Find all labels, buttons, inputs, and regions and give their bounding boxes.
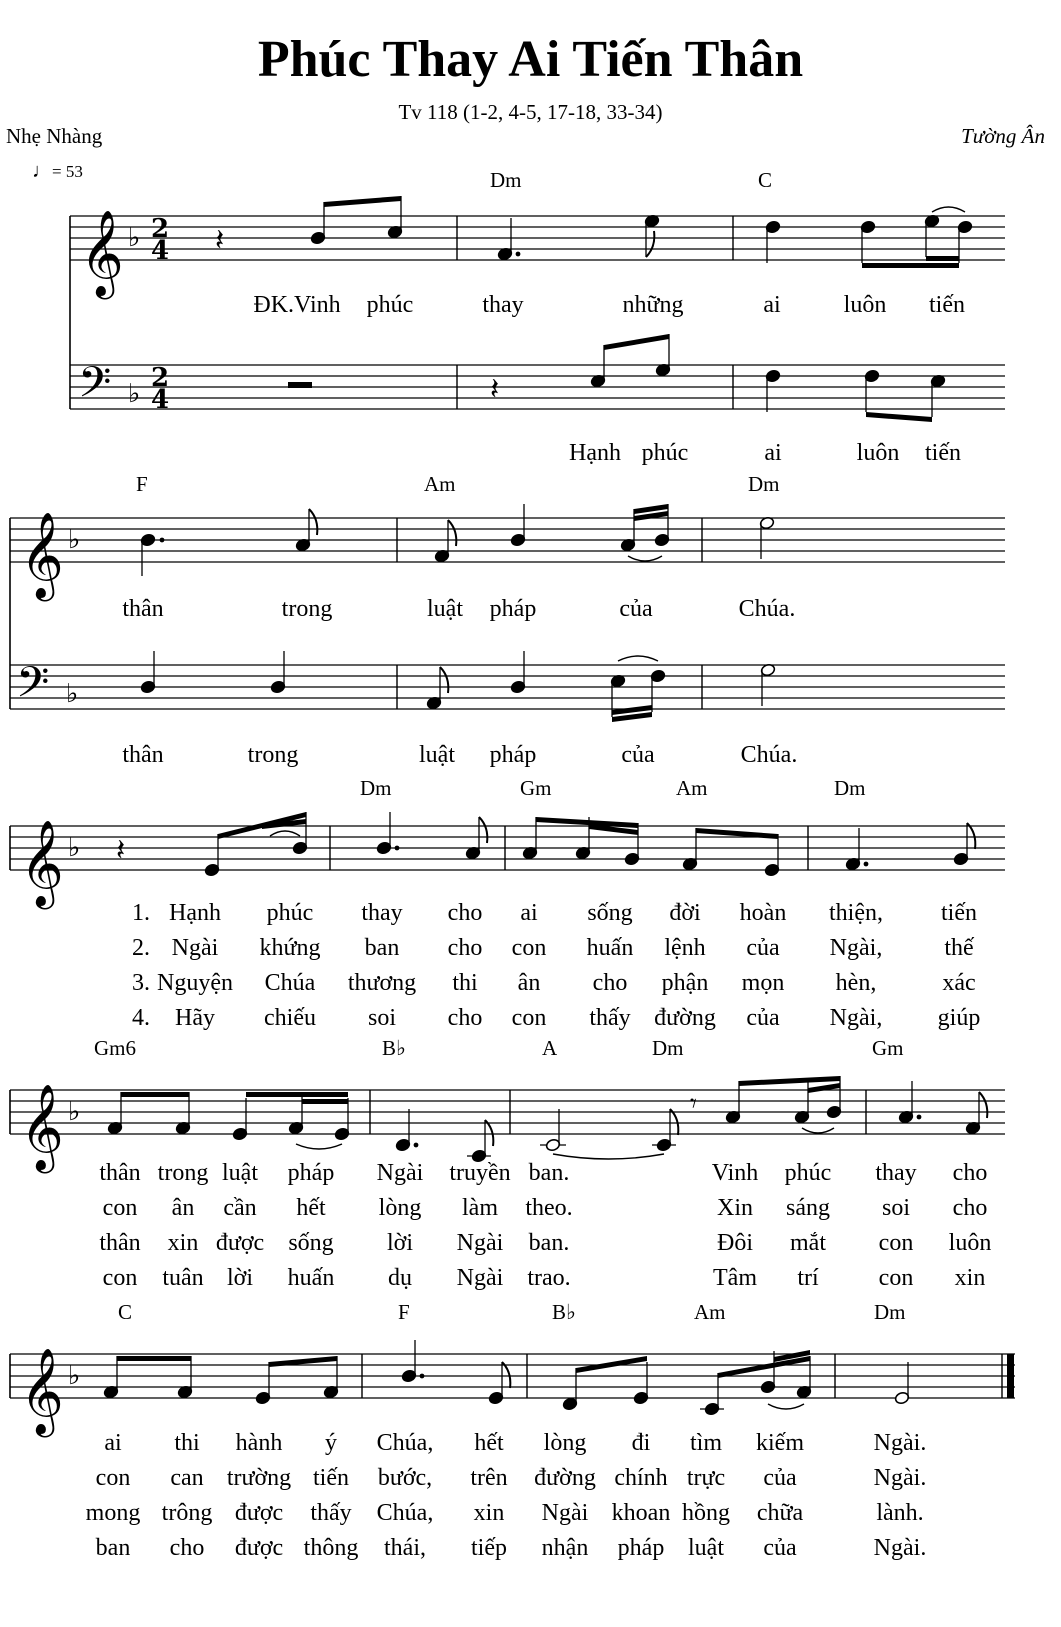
- chord: F: [136, 472, 148, 496]
- lyric-syllable: Ngài.: [873, 1535, 927, 1561]
- lyric-syllable: thái,: [384, 1535, 426, 1561]
- lyric-syllable: Tâm: [713, 1265, 757, 1291]
- lyric-syllable: Ngài: [376, 1160, 424, 1186]
- lyric-syllable: tìm: [689, 1430, 723, 1456]
- quarter-rest-icon: 𝄽: [116, 833, 126, 868]
- lyric-syllable: con: [102, 1265, 138, 1291]
- dot: [420, 1374, 425, 1379]
- bass-clef-icon: 𝄢: [78, 358, 112, 418]
- lyric-syllable: Chúa.: [740, 742, 798, 768]
- lyric-syllable: Vinh: [711, 1160, 759, 1186]
- lyric-syllable: ban: [95, 1535, 131, 1561]
- chord: Dm: [834, 776, 866, 800]
- lyric-syllable: xin: [954, 1265, 986, 1291]
- lyric-syllable: soi: [367, 1005, 397, 1031]
- lyric-syllable: con: [878, 1230, 914, 1256]
- lyric-syllable: được: [215, 1230, 265, 1256]
- lyric-syllable: mọn: [741, 970, 785, 996]
- lyric-syllable: cho: [169, 1535, 205, 1561]
- lyric-syllable: Đôi: [717, 1230, 753, 1256]
- lyric-syllable: thế: [944, 935, 974, 961]
- lyric-syllable: của: [746, 1005, 780, 1031]
- lyric-syllable: thông: [303, 1535, 359, 1561]
- lyric-syllable: lòng: [543, 1430, 587, 1456]
- chord: B♭: [552, 1300, 576, 1324]
- treble-clef-icon: 𝄞: [20, 1084, 64, 1170]
- tempo-text: Nhẹ Nhàng: [6, 124, 103, 148]
- lyric-syllable: giúp: [937, 1005, 981, 1031]
- lyric-syllable: đường: [534, 1465, 596, 1491]
- composer: Tường Ân: [961, 124, 1045, 148]
- lyric-syllable: hết: [474, 1430, 504, 1456]
- lyric-syllable: phúc: [784, 1160, 832, 1186]
- lyric-syllable: luật: [427, 596, 463, 622]
- tie: [628, 556, 662, 561]
- lyric-syllable: Ngài.: [873, 1465, 927, 1491]
- lyric-syllable: cho: [952, 1195, 988, 1221]
- beam: [739, 1076, 840, 1086]
- lyric-syllable: đường: [654, 1005, 716, 1031]
- chord: Dm: [490, 168, 522, 192]
- lyric-syllable: đi: [631, 1430, 651, 1456]
- tempo-value: = 53: [52, 162, 83, 181]
- flag: [670, 1109, 678, 1135]
- lyric-syllable: thân: [122, 742, 164, 768]
- quarter-rest-icon: 𝄽: [215, 223, 225, 258]
- lyric-syllable: truyền: [449, 1160, 511, 1186]
- lyric-syllable: ai: [104, 1430, 122, 1456]
- lyric-syllable: 4.: [132, 1005, 150, 1031]
- lyric-syllable: ân: [517, 970, 541, 996]
- eighth-rest-icon: 𝄾: [690, 1089, 697, 1119]
- lyric-syllable: trong: [157, 1160, 209, 1186]
- lyric-syllable: hèn,: [835, 970, 877, 996]
- lyric-syllable: con: [511, 1005, 547, 1031]
- lyric-syllable: con: [878, 1265, 914, 1291]
- lyric-syllable: chính: [614, 1465, 668, 1491]
- lyric-syllable: được: [234, 1535, 284, 1561]
- half-rest-icon: [288, 382, 312, 388]
- quarter-note-icon: ♩: [32, 160, 52, 182]
- lyric-syllable: lời: [226, 1265, 254, 1291]
- time-signature-bottom: 4: [150, 236, 170, 266]
- dot: [395, 846, 400, 851]
- beam: [324, 196, 401, 207]
- treble-clef-icon: 𝄞: [20, 512, 64, 598]
- dot: [864, 862, 869, 867]
- tie: [932, 207, 965, 212]
- lyric-syllable: ban: [364, 935, 400, 961]
- tie: [618, 656, 658, 661]
- flat-key-icon: ♭: [66, 679, 79, 709]
- dot: [160, 538, 165, 543]
- lyric-syllable: những: [622, 292, 684, 318]
- lyric-syllable: lệnh: [664, 935, 706, 961]
- lyric-syllable: tuân: [162, 1265, 204, 1291]
- lyric-syllable: 2.: [132, 935, 150, 961]
- lyric-syllable: Hạnh: [169, 900, 221, 926]
- chord: Dm: [874, 1300, 906, 1324]
- lyric-syllable: Ngài: [456, 1230, 504, 1256]
- lyric-syllable: phúc: [641, 440, 689, 466]
- flat-key-icon: ♭: [68, 1097, 81, 1127]
- flat-key-icon: ♭: [128, 379, 141, 409]
- lyric-syllable: Chúa: [264, 970, 316, 996]
- flag: [646, 231, 654, 257]
- beam: [718, 1356, 810, 1378]
- flat-key-icon: ♭: [68, 525, 81, 555]
- tie: [296, 1144, 342, 1149]
- chord: C: [118, 1300, 133, 1324]
- chord: B♭: [382, 1036, 406, 1060]
- beam: [121, 1092, 189, 1097]
- lyric-syllable: cho: [592, 970, 628, 996]
- lyric-syllable: trí: [797, 1265, 819, 1291]
- quarter-rest-icon: 𝄽: [490, 372, 500, 407]
- lyric-syllable: làm: [462, 1195, 498, 1221]
- flag: [502, 1362, 510, 1388]
- lyric-syllable: tiến: [313, 1465, 349, 1491]
- lyric-syllable: xin: [473, 1500, 505, 1526]
- lyric-syllable: thay: [875, 1160, 917, 1186]
- lyric-syllable: lời: [386, 1230, 414, 1256]
- lyric-syllable: sống: [288, 1230, 334, 1256]
- dot: [414, 1143, 419, 1148]
- tie: [553, 1154, 664, 1159]
- flag: [309, 509, 317, 535]
- lyric-syllable: thi: [174, 1430, 200, 1456]
- lyric-syllable: huấn: [586, 935, 634, 961]
- lyric-syllable: cho: [447, 900, 483, 926]
- flat-key-icon: ♭: [68, 833, 81, 863]
- lyric-syllable: thiện,: [829, 900, 883, 926]
- lyric-syllable: thấy: [310, 1500, 352, 1526]
- lyric-syllable: nhận: [541, 1535, 589, 1561]
- time-signature-top: 2: [150, 214, 170, 244]
- lyric-syllable: con: [511, 935, 547, 961]
- chord: Gm6: [94, 1036, 136, 1060]
- beam: [117, 1356, 191, 1361]
- lyric-syllable: Chúa,: [376, 1500, 434, 1526]
- lyric-syllable: xác: [942, 970, 976, 996]
- chord: C: [758, 168, 773, 192]
- lyric-syllable: của: [763, 1535, 797, 1561]
- lyric-syllable: mắt: [790, 1230, 826, 1256]
- treble-clef-icon: 𝄞: [20, 820, 64, 906]
- lyric-syllable: trong: [281, 596, 333, 622]
- lyric-syllable: cho: [952, 1160, 988, 1186]
- final-barline: [1007, 1354, 1014, 1398]
- lyric-syllable: mong: [85, 1500, 141, 1526]
- lyric-syllable: sống: [587, 900, 633, 926]
- lyric-syllable: thi: [452, 970, 478, 996]
- lyric-syllable: trong: [247, 742, 299, 768]
- lyric-syllable: pháp: [489, 742, 537, 768]
- lyric-syllable: Ngài.: [873, 1430, 927, 1456]
- lyric-syllable: Chúa.: [738, 596, 796, 622]
- lyric-syllable: luật: [419, 742, 455, 768]
- lyric-syllable: ân: [171, 1195, 195, 1221]
- tie: [802, 1128, 834, 1133]
- lyric-syllable: hoàn: [739, 900, 787, 926]
- chord: A: [542, 1036, 558, 1060]
- chord: Am: [676, 776, 708, 800]
- lyric-syllable: tiến: [941, 900, 977, 926]
- lyric-syllable: ĐK.Vinh: [253, 292, 341, 318]
- lyric-syllable: thay: [482, 292, 524, 318]
- treble-clef-icon: 𝄞: [80, 210, 124, 296]
- lyric-syllable: ý: [325, 1430, 337, 1456]
- lyric-syllable: chữa: [756, 1500, 804, 1526]
- lyric-syllable: của: [746, 935, 780, 961]
- beam: [866, 412, 932, 422]
- lyric-syllable: cho: [447, 935, 483, 961]
- lyric-syllable: huấn: [287, 1265, 335, 1291]
- dot: [917, 1115, 922, 1120]
- lyric-syllable: trường: [226, 1465, 292, 1491]
- chord: Dm: [652, 1036, 684, 1060]
- lyric-syllable: Ngài: [541, 1500, 589, 1526]
- lyric-syllable: thấy: [589, 1005, 631, 1031]
- lyric-syllable: trông: [161, 1500, 213, 1526]
- psalm-reference: Tv 118 (1-2, 4-5, 17-18, 33-34): [398, 100, 663, 124]
- lyric-syllable: lành.: [876, 1500, 924, 1526]
- lyric-syllable: con: [95, 1465, 131, 1491]
- lyric-syllable: hết: [296, 1195, 326, 1221]
- flag: [479, 817, 487, 843]
- lyric-syllable: luôn: [843, 292, 887, 318]
- lyric-syllable: lòng: [378, 1195, 422, 1221]
- lyric-syllable: theo.: [525, 1195, 573, 1221]
- lyric-syllable: Hãy: [175, 1005, 215, 1031]
- treble-clef-icon: 𝄞: [20, 1348, 64, 1434]
- lyric-syllable: dụ: [388, 1265, 412, 1291]
- song-title: Phúc Thay Ai Tiến Thân: [257, 31, 804, 88]
- flag: [979, 1092, 987, 1118]
- lyric-syllable: thân: [99, 1160, 141, 1186]
- beam: [302, 1099, 348, 1104]
- flag: [448, 520, 456, 546]
- lyric-syllable: soi: [881, 1195, 911, 1221]
- lyric-syllable: tiếp: [471, 1535, 507, 1561]
- chord: Dm: [748, 472, 780, 496]
- lyric-syllable: đời: [669, 900, 701, 926]
- lyric-syllable: Hạnh: [569, 440, 621, 466]
- chord: F: [398, 1300, 410, 1324]
- lyric-syllable: cần: [223, 1195, 257, 1221]
- lyric-syllable: khứng: [259, 935, 321, 961]
- lyric-syllable: luôn: [948, 1230, 992, 1256]
- time-signature-bottom: 4: [150, 385, 170, 415]
- lyric-syllable: của: [763, 1465, 797, 1491]
- beam: [862, 263, 959, 268]
- lyric-syllable: can: [170, 1465, 204, 1491]
- beam: [808, 1083, 840, 1093]
- lyric-syllable: luật: [222, 1160, 258, 1186]
- flat-key-icon: ♭: [68, 1361, 81, 1391]
- lyric-syllable: ban.: [528, 1160, 570, 1186]
- tie: [270, 831, 300, 836]
- lyric-syllable: phúc: [266, 900, 314, 926]
- lyric-syllable: trên: [470, 1465, 508, 1491]
- chord: Gm: [520, 776, 552, 800]
- lyric-syllable: phận: [661, 970, 709, 996]
- lyric-syllable: thương: [347, 970, 417, 996]
- lyric-syllable: pháp: [489, 596, 537, 622]
- lyric-syllable: luật: [688, 1535, 724, 1561]
- lyric-syllable: ai: [764, 440, 782, 466]
- beam: [926, 256, 959, 261]
- chord: Gm: [872, 1036, 904, 1060]
- lyric-syllable: được: [234, 1500, 284, 1526]
- beam: [604, 334, 669, 350]
- flag: [440, 667, 448, 693]
- lyric-syllable: bước,: [377, 1465, 433, 1491]
- lyric-syllable: của: [619, 596, 653, 622]
- lyric-syllable: thay: [361, 900, 403, 926]
- beam: [246, 1092, 348, 1097]
- flag: [967, 823, 975, 849]
- tie: [768, 1404, 804, 1409]
- lyric-syllable: ban.: [528, 1230, 570, 1256]
- lyric-syllable: Nguyện: [157, 970, 233, 996]
- lyric-syllable: con: [102, 1195, 138, 1221]
- lyric-syllable: 1.: [132, 900, 150, 926]
- chord: Am: [694, 1300, 726, 1324]
- lyric-syllable: ai: [763, 292, 781, 318]
- lyric-syllable: thân: [122, 596, 164, 622]
- lyric-syllable: tiến: [925, 440, 961, 466]
- lyric-syllable: tiến: [929, 292, 965, 318]
- bass-clef-icon: 𝄢: [16, 658, 50, 718]
- lyric-syllable: trực: [686, 1465, 726, 1491]
- lyric-syllable: Ngài,: [829, 1005, 883, 1031]
- lyric-syllable: chiếu: [264, 1005, 316, 1031]
- lyric-syllable: trao.: [527, 1265, 571, 1291]
- lyric-syllable: xin: [167, 1230, 199, 1256]
- lyric-syllable: Ngài: [456, 1265, 504, 1291]
- lyric-syllable: hồng: [682, 1500, 730, 1526]
- lyric-syllable: 3.: [132, 970, 150, 996]
- lyric-syllable: khoan: [611, 1500, 671, 1526]
- chord: Dm: [360, 776, 392, 800]
- flat-key-icon: ♭: [128, 223, 141, 253]
- time-signature-top: 2: [150, 363, 170, 393]
- lyric-syllable: Chúa,: [376, 1430, 434, 1456]
- lyric-syllable: hành: [235, 1430, 283, 1456]
- lyric-syllable: thân: [99, 1230, 141, 1256]
- lyric-syllable: pháp: [287, 1160, 335, 1186]
- lyric-syllable: kiếm: [756, 1430, 804, 1456]
- lyric-syllable: luôn: [856, 440, 900, 466]
- lyric-syllable: Ngài: [171, 935, 219, 961]
- lyric-syllable: ai: [520, 900, 538, 926]
- lyric-syllable: pháp: [617, 1535, 665, 1561]
- lyric-syllable: cho: [447, 1005, 483, 1031]
- lyric-syllable: của: [621, 742, 655, 768]
- flag: [485, 1120, 493, 1146]
- lyric-syllable: phúc: [366, 292, 414, 318]
- lyric-syllable: Ngài,: [829, 935, 883, 961]
- lyric-syllable: Xin: [717, 1195, 753, 1221]
- chord: Am: [424, 472, 456, 496]
- dot: [516, 252, 521, 257]
- lyric-syllable: sáng: [786, 1195, 830, 1221]
